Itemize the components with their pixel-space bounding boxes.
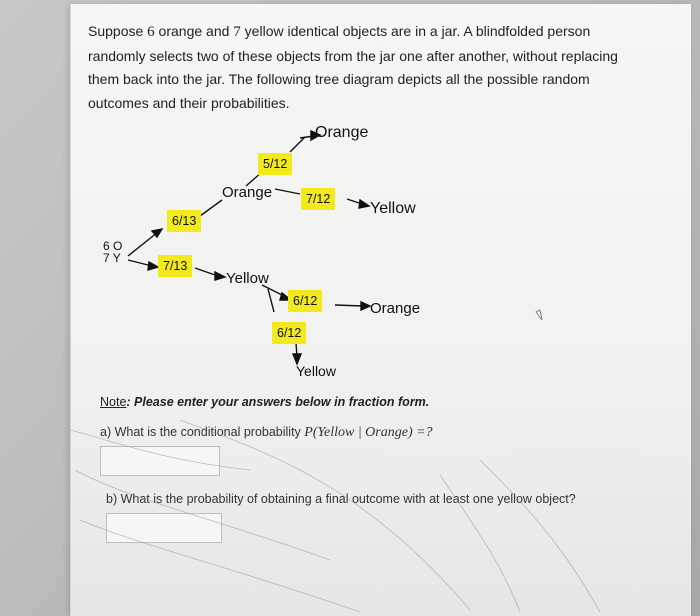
node-yellow-orange: Orange	[370, 300, 421, 317]
branch-oo-b	[290, 137, 305, 152]
note-text: Note: Please enter your answers below in fraction form.	[100, 395, 430, 409]
answer-b-input[interactable]	[106, 513, 222, 543]
branch-yo-b	[335, 305, 363, 306]
branch-yy-a	[268, 289, 274, 312]
prob-yellow-orange: 6/12	[288, 290, 322, 312]
node-first-yellow: Yellow	[226, 270, 269, 287]
prob-first-orange: 6/13	[167, 210, 201, 232]
conditional-expression: P(Yellow | Orange) =?	[304, 425, 433, 440]
question-a: a) What is the conditional probability P(Yellow | Orange) =?	[100, 425, 433, 440]
orange-count: 6	[147, 24, 155, 40]
node-first-orange: Orange	[222, 184, 273, 201]
arrowhead-first-yellow	[215, 272, 225, 280]
answer-a-input[interactable]	[100, 446, 220, 476]
root-node: 6 O 7 Y	[103, 239, 123, 265]
arrowhead-yo-b	[361, 302, 370, 310]
branch-root-orange	[128, 232, 158, 256]
node-orange-yellow: Yellow	[370, 200, 416, 217]
node-yellow-yellow: Yellow	[296, 363, 336, 379]
prob-orange-orange: 5/12	[258, 153, 292, 175]
problem-statement: Suppose 6 orange and 7 yellow identical objects are in a jar. A blindfolded person randomly selects two of these objects from the jar one after another, without replacing them back into the jar. The following tree diagram depicts all the possible random outcomes and their probabilities.	[88, 23, 618, 111]
node-orange-orange: Orange	[315, 124, 369, 141]
prob-yellow-yellow: 6/12	[272, 322, 306, 344]
question-b: b) What is the probability of obtaining a final outcome with at least one yellow object?	[106, 492, 576, 506]
arrowhead-oy	[359, 200, 369, 208]
yellow-count: 7	[233, 24, 241, 40]
arrowhead-root-yellow	[148, 262, 158, 270]
prob-orange-yellow: 7/12	[301, 188, 335, 210]
branch-oy-a	[275, 189, 300, 194]
branch-first-orange	[200, 200, 222, 216]
prob-first-yellow: 7/13	[158, 255, 192, 277]
